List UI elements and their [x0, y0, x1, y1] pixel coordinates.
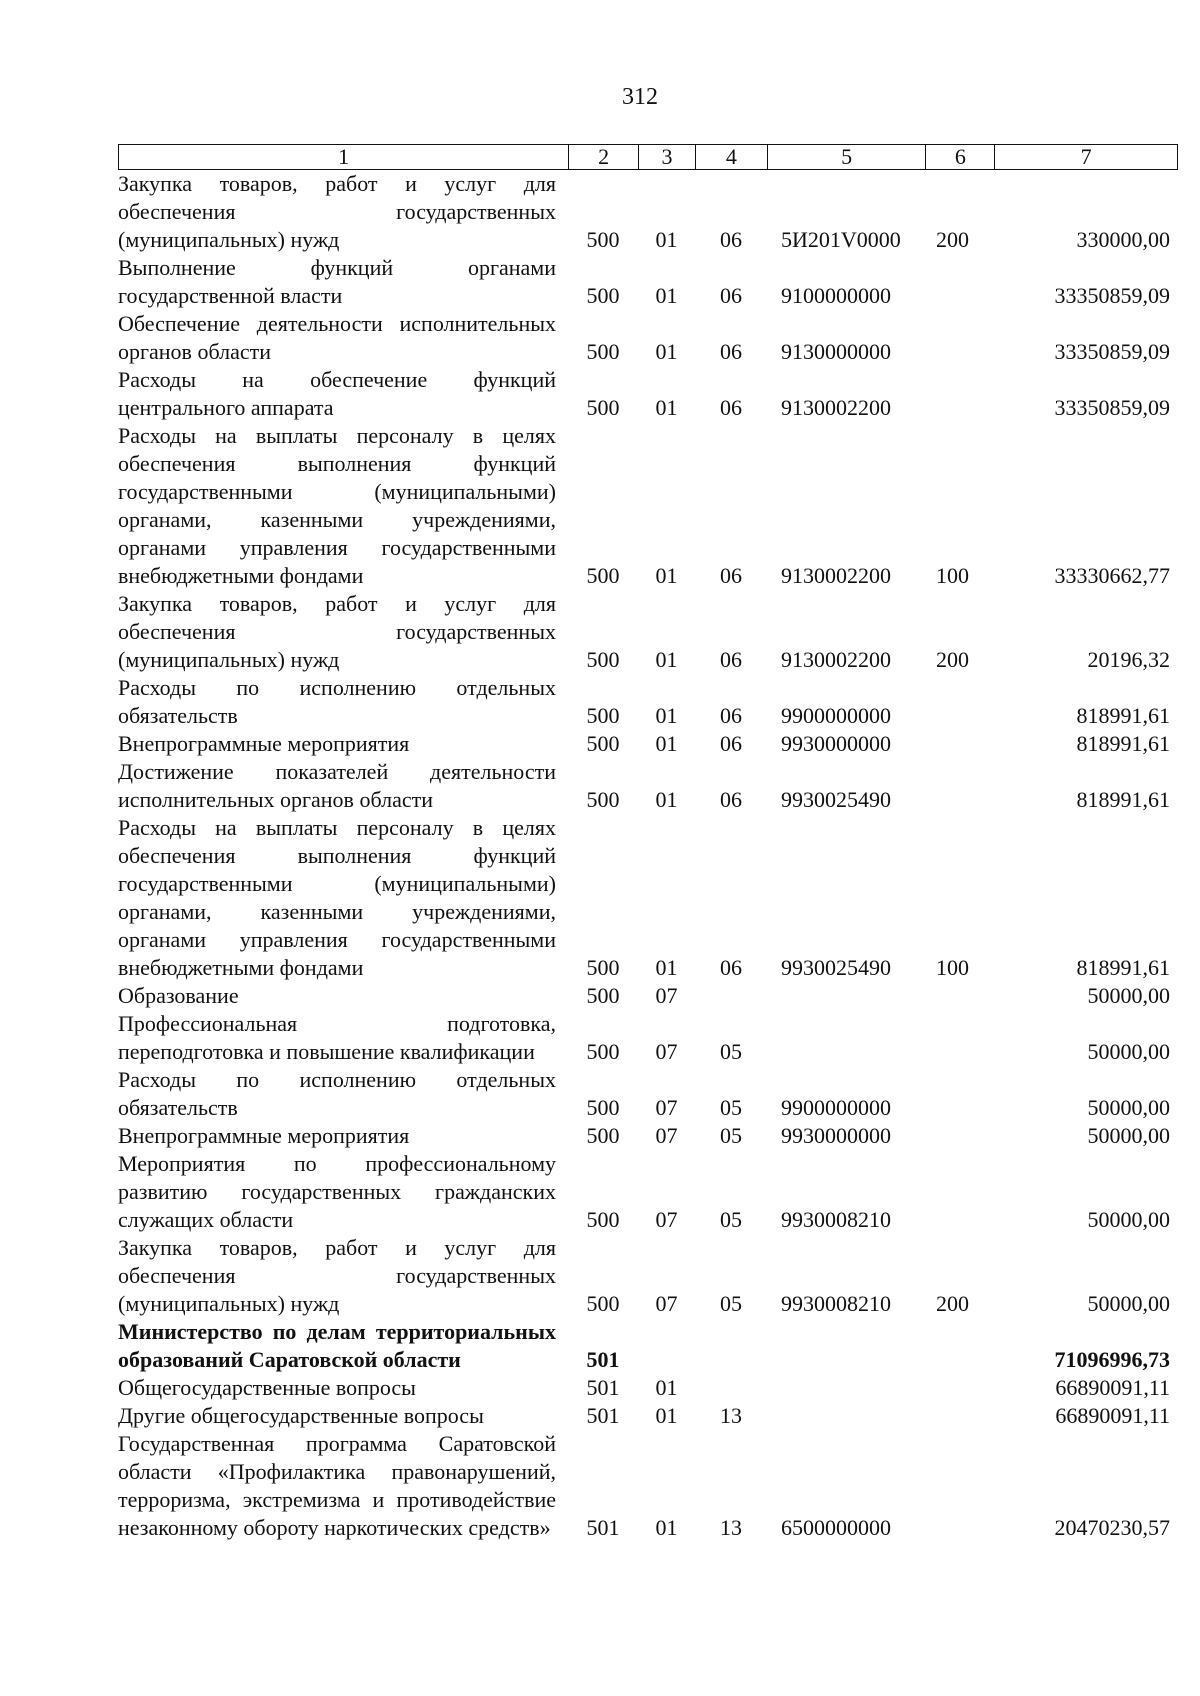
row-col-2: 500	[586, 227, 620, 252]
row-col-4: 06	[720, 703, 742, 728]
row-col-6: 200	[936, 227, 969, 252]
row-description: Закупка товаров, работ и услуг для обеспечения государственных (муниципальных) нужд	[118, 1235, 556, 1316]
table-row	[118, 1430, 1178, 1542]
table-row	[118, 590, 1178, 674]
row-col-7: 66890091,11	[1055, 1403, 1170, 1428]
row-description: Образование	[118, 983, 239, 1008]
header-col-7: 7	[994, 145, 1177, 169]
table-row	[118, 982, 1178, 1010]
row-col-3: 01	[655, 563, 678, 588]
row-description: Другие общегосударственные вопросы	[118, 1403, 484, 1428]
row-description: Расходы по исполнению отдельных обязательств	[118, 675, 556, 728]
row-col-7: 50000,00	[1087, 1291, 1170, 1316]
row-col-7: 50000,00	[1087, 1039, 1170, 1064]
row-col-2: 500	[586, 1095, 620, 1120]
header-col-1: 1	[338, 144, 350, 169]
table-row	[118, 1374, 1178, 1402]
table-row	[118, 170, 1178, 254]
row-col-2: 500	[586, 339, 620, 364]
row-col-2: 500	[586, 1123, 620, 1148]
row-col-2: 501	[586, 1515, 620, 1540]
row-col-3: 01	[655, 1403, 678, 1428]
row-col-5: 9930008210	[781, 1207, 891, 1232]
row-col-4: 06	[720, 955, 742, 980]
row-col-2: 500	[586, 647, 620, 672]
row-col-5: 9130002200	[781, 563, 891, 588]
row-col-2: 500	[586, 395, 620, 420]
row-col-7: 71096996,73	[1054, 1347, 1170, 1372]
row-description: Министерство по делам территориальных образований Саратовской области	[118, 1319, 556, 1372]
table-row	[118, 814, 1178, 982]
row-col-5: 9900000000	[781, 1095, 891, 1120]
row-col-5: 9930000000	[781, 731, 891, 756]
row-col-4: 06	[720, 283, 742, 308]
row-col-4: 05	[720, 1207, 742, 1232]
row-col-5: 9100000000	[781, 283, 891, 308]
table-row	[118, 730, 1178, 758]
row-col-3: 01	[655, 1375, 678, 1400]
row-description: Профессиональная подготовка, переподготовка и повышение квалификации	[118, 1011, 556, 1064]
row-col-6: 200	[936, 647, 969, 672]
row-col-2: 500	[586, 1039, 620, 1064]
row-col-6: 100	[936, 563, 969, 588]
row-col-2: 500	[586, 563, 620, 588]
header-col-3: 3	[638, 145, 695, 169]
row-col-2: 501	[586, 1375, 620, 1400]
row-col-5: 9130002200	[781, 395, 891, 420]
row-description: Достижение показателей деятельности исполнительных органов области	[118, 759, 556, 812]
row-col-4: 06	[720, 647, 742, 672]
row-col-6: 100	[936, 955, 969, 980]
table-header	[118, 144, 1178, 170]
row-col-7: 66890091,11	[1055, 1375, 1170, 1400]
row-col-5: 9130002200	[781, 647, 891, 672]
row-col-7: 818991,61	[1076, 731, 1170, 756]
row-col-2: 501	[586, 1347, 620, 1372]
header-col-5: 5	[767, 145, 926, 169]
row-col-2: 500	[586, 1207, 620, 1232]
row-col-3: 07	[655, 1207, 678, 1232]
table-row	[118, 1066, 1178, 1122]
row-col-7: 20470230,57	[1054, 1515, 1170, 1540]
row-col-4: 06	[720, 339, 742, 364]
row-description: Мероприятия по профессиональному развитию государственных гражданских служащих области	[118, 1151, 556, 1232]
row-col-2: 500	[586, 703, 620, 728]
row-col-4: 13	[720, 1515, 742, 1540]
row-col-7: 33350859,09	[1054, 395, 1170, 420]
row-col-4: 05	[720, 1039, 742, 1064]
row-col-4: 05	[720, 1291, 742, 1316]
row-col-7: 330000,00	[1076, 227, 1170, 252]
row-col-3: 07	[655, 983, 678, 1008]
row-col-5: 6500000000	[781, 1515, 891, 1540]
row-col-6: 200	[936, 1291, 969, 1316]
table-row	[118, 254, 1178, 310]
table-row	[118, 1150, 1178, 1234]
table-body	[118, 170, 1178, 1542]
row-col-5: 9930025490	[781, 787, 891, 812]
row-col-7: 818991,61	[1076, 787, 1170, 812]
row-description: Обеспечение деятельности исполнительных органов области	[118, 311, 556, 364]
row-col-5: 9930000000	[781, 1123, 891, 1148]
table-row	[118, 1402, 1178, 1430]
row-col-4: 06	[720, 395, 742, 420]
table-row	[118, 1122, 1178, 1150]
row-col-2: 500	[586, 283, 620, 308]
row-col-7: 50000,00	[1087, 983, 1170, 1008]
table-row	[118, 758, 1178, 814]
row-col-4: 06	[720, 787, 742, 812]
row-col-7: 50000,00	[1087, 1095, 1170, 1120]
row-col-4: 06	[720, 227, 742, 252]
row-col-7: 818991,61	[1076, 703, 1170, 728]
row-description: Расходы на обеспечение функций центрального аппарата	[118, 367, 556, 420]
row-col-7: 50000,00	[1087, 1207, 1170, 1232]
page-number: 312	[622, 84, 658, 110]
row-col-3: 01	[655, 787, 678, 812]
table-row	[118, 1234, 1178, 1318]
table-row	[118, 1010, 1178, 1066]
row-col-2: 500	[586, 1291, 620, 1316]
row-description: Расходы на выплаты персоналу в целях обеспечения выполнения функций государственными (муниципальными) органами, казенными учреждениями, органами управления государственными внебюджетными фондами	[118, 423, 556, 588]
row-col-3: 01	[655, 283, 678, 308]
row-col-3: 07	[655, 1291, 678, 1316]
row-description: Выполнение функций органами государственной власти	[118, 255, 556, 308]
header-col-4: 4	[695, 145, 767, 169]
row-col-5: 5И201V0000	[781, 227, 901, 252]
row-col-2: 500	[586, 731, 620, 756]
row-col-5: 9930025490	[781, 955, 891, 980]
table-row	[118, 1318, 1178, 1374]
row-col-2: 500	[586, 787, 620, 812]
row-col-7: 33350859,09	[1054, 283, 1170, 308]
table-row	[118, 310, 1178, 366]
row-col-3: 07	[655, 1095, 678, 1120]
row-col-4: 05	[720, 1095, 742, 1120]
table-row	[118, 674, 1178, 730]
header-col-2: 2	[568, 145, 638, 169]
row-col-5: 9900000000	[781, 703, 891, 728]
row-description: Расходы по исполнению отдельных обязательств	[118, 1067, 556, 1120]
row-col-3: 01	[655, 1515, 678, 1540]
row-col-5: 9130000000	[781, 339, 891, 364]
row-col-7: 20196,32	[1087, 647, 1170, 672]
row-col-3: 01	[655, 703, 678, 728]
row-col-2: 501	[586, 1403, 620, 1428]
table-row	[118, 366, 1178, 422]
row-col-7: 818991,61	[1076, 955, 1170, 980]
row-col-7: 33330662,77	[1054, 563, 1170, 588]
row-col-4: 06	[720, 563, 742, 588]
row-col-4: 06	[720, 731, 742, 756]
row-col-3: 01	[655, 227, 678, 252]
row-col-4: 13	[720, 1403, 742, 1428]
row-col-3: 01	[655, 731, 678, 756]
row-col-3: 01	[655, 339, 678, 364]
row-description: Государственная программа Саратовской области «Профилактика правонарушений, терроризма, экстремизма и противодействие незаконному обороту наркотических средств»	[118, 1431, 556, 1540]
budget-table	[118, 144, 1178, 1542]
row-description: Общегосударственные вопросы	[118, 1375, 416, 1400]
row-col-3: 01	[655, 395, 678, 420]
row-col-4: 05	[720, 1123, 742, 1148]
row-col-7: 33350859,09	[1054, 339, 1170, 364]
header-col-6: 6	[925, 145, 994, 169]
row-description: Закупка товаров, работ и услуг для обеспечения государственных (муниципальных) нужд	[118, 171, 556, 252]
row-col-5: 9930008210	[781, 1291, 891, 1316]
row-col-2: 500	[586, 955, 620, 980]
row-description: Расходы на выплаты персоналу в целях обеспечения выполнения функций государственными (муниципальными) органами, казенными учреждениями, органами управления государственными внебюджетными фондами	[118, 815, 556, 980]
row-description: Закупка товаров, работ и услуг для обеспечения государственных (муниципальных) нужд	[118, 591, 556, 672]
row-description: Внепрограммные мероприятия	[118, 1123, 410, 1148]
row-col-3: 07	[655, 1123, 678, 1148]
table-row	[118, 422, 1178, 590]
row-col-2: 500	[586, 983, 620, 1008]
row-col-3: 07	[655, 1039, 678, 1064]
row-col-7: 50000,00	[1087, 1123, 1170, 1148]
row-col-3: 01	[655, 955, 678, 980]
row-description: Внепрограммные мероприятия	[118, 731, 410, 756]
row-col-3: 01	[655, 647, 678, 672]
